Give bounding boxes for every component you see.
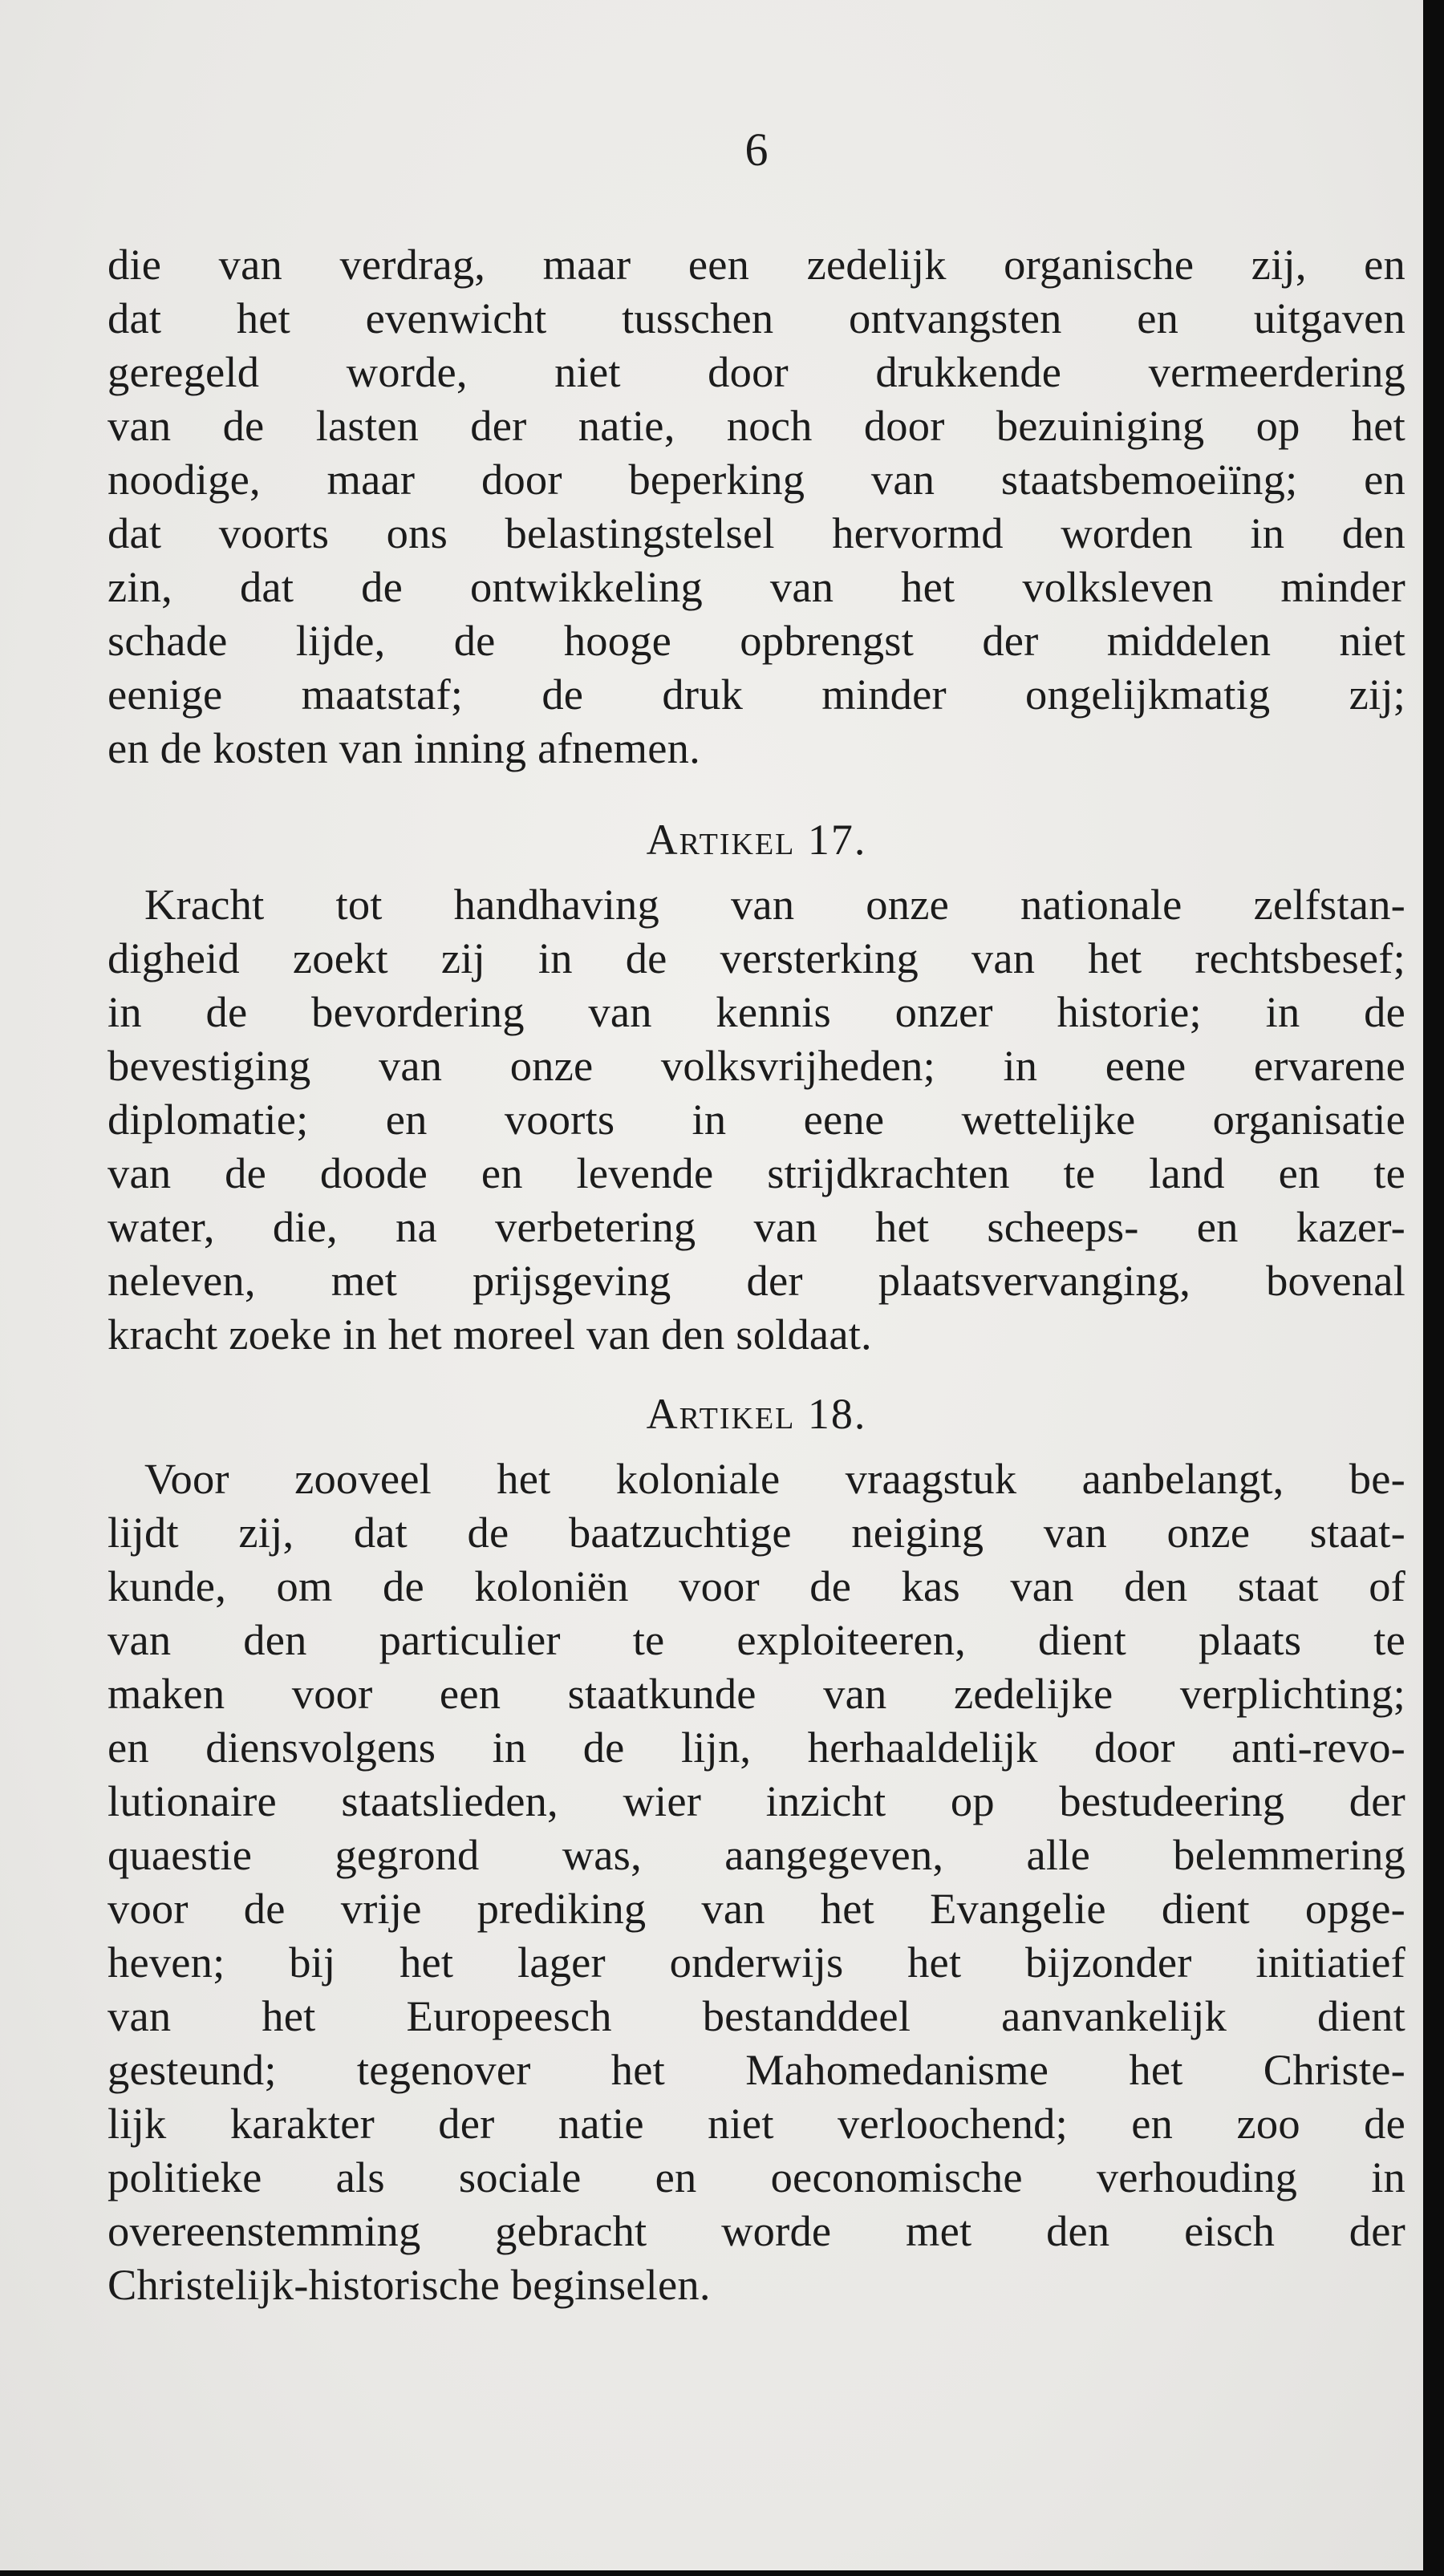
article-17-heading: Artikel 17. xyxy=(646,816,867,864)
text-line: Christelijk-historische beginselen. xyxy=(107,2260,711,2309)
text-line: in de bevordering van kennis onzer historie; in de xyxy=(107,987,1405,1036)
text-line: lutionaire staatslieden, wier inzicht op bestudeering der xyxy=(107,1776,1405,1825)
text-line: Voor zooveel het koloniale vraagstuk aanbelangt, be- xyxy=(144,1454,1405,1503)
text-line: schade lijde, de hooge opbrengst der middelen niet xyxy=(107,616,1405,665)
text-line: politieke als sociale en oeconomische verhouding in xyxy=(107,2153,1405,2201)
text-line: gesteund; tegenover het Mahomedanisme het Christe- xyxy=(107,2045,1405,2094)
text-line: dat het evenwicht tusschen ontvangsten en uitgaven xyxy=(107,294,1405,342)
text-line: die van verdrag, maar een zedelijk organische zij, en xyxy=(107,240,1405,289)
text-line: overeenstemming gebracht worde met den eisch der xyxy=(107,2206,1405,2255)
scan-border-bottom xyxy=(0,2570,1444,2576)
text-line: digheid zoekt zij in de versterking van het rechtsbesef; xyxy=(107,934,1405,982)
text-line: dat voorts ons belastingstelsel hervormd worden in den xyxy=(107,508,1405,557)
text-line: heven; bij het lager onderwijs het bijzonder initiatief xyxy=(107,1938,1405,1987)
text-line: kunde, om de koloniën voor de kas van den staat of xyxy=(107,1561,1405,1610)
text-line: diplomatie; en voorts in eene wettelijke organisatie xyxy=(107,1095,1405,1144)
text-line: noodige, maar door beperking van staatsbemoeiïng; en xyxy=(107,455,1405,504)
article-18-paragraph xyxy=(107,1452,1405,2311)
text-line: bevestiging van onze volksvrijheden; in eene ervarene xyxy=(107,1041,1405,1090)
text-line: Kracht tot handhaving van onze nationale zelfstan- xyxy=(144,880,1405,929)
scan-border-right xyxy=(1423,0,1444,2576)
text-line: lijdt zij, dat de baatzuchtige neiging van onze staat- xyxy=(107,1508,1405,1557)
text-line: van de lasten der natie, noch door bezuiniging op het xyxy=(107,401,1405,450)
text-line: voor de vrije prediking van het Evangelie dient opge- xyxy=(107,1884,1405,1933)
text-line: van de doode en levende strijdkrachten te land en te xyxy=(107,1148,1405,1197)
text-line: en de kosten van inning afnemen. xyxy=(107,723,700,772)
text-line: water, die, na verbetering van het scheeps- en kazer- xyxy=(107,1202,1405,1251)
page-number: 6 xyxy=(744,124,769,176)
text-line: maken voor een staatkunde van zedelijke verplichting; xyxy=(107,1669,1405,1718)
text-line: eenige maatstaf; de druk minder ongelijkmatig zij; xyxy=(107,670,1405,719)
text-line: van den particulier te exploiteeren, dient plaats te xyxy=(107,1615,1405,1664)
text-line: neleven, met prijsgeving der plaatsvervanging, bovenal xyxy=(107,1256,1405,1305)
text-line: quaestie gegrond was, aangegeven, alle belemmering xyxy=(107,1830,1405,1879)
text-line: lijk karakter der natie niet verloochend; en zoo de xyxy=(107,2099,1405,2148)
article-17-paragraph xyxy=(107,877,1405,1361)
text-line: van het Europeesch bestanddeel aanvankelijk dient xyxy=(107,1991,1405,2040)
paragraph-continuation xyxy=(107,237,1405,775)
text-line: zin, dat de ontwikkeling van het volksleven minder xyxy=(107,562,1405,611)
text-line: en diensvolgens in de lijn, herhaaldelijk door anti-revo- xyxy=(107,1723,1405,1772)
text-line: kracht zoeke in het moreel van den soldaat. xyxy=(107,1310,872,1359)
article-18-heading: Artikel 18. xyxy=(646,1390,867,1438)
text-line: geregeld worde, niet door drukkende vermeerdering xyxy=(107,347,1405,396)
